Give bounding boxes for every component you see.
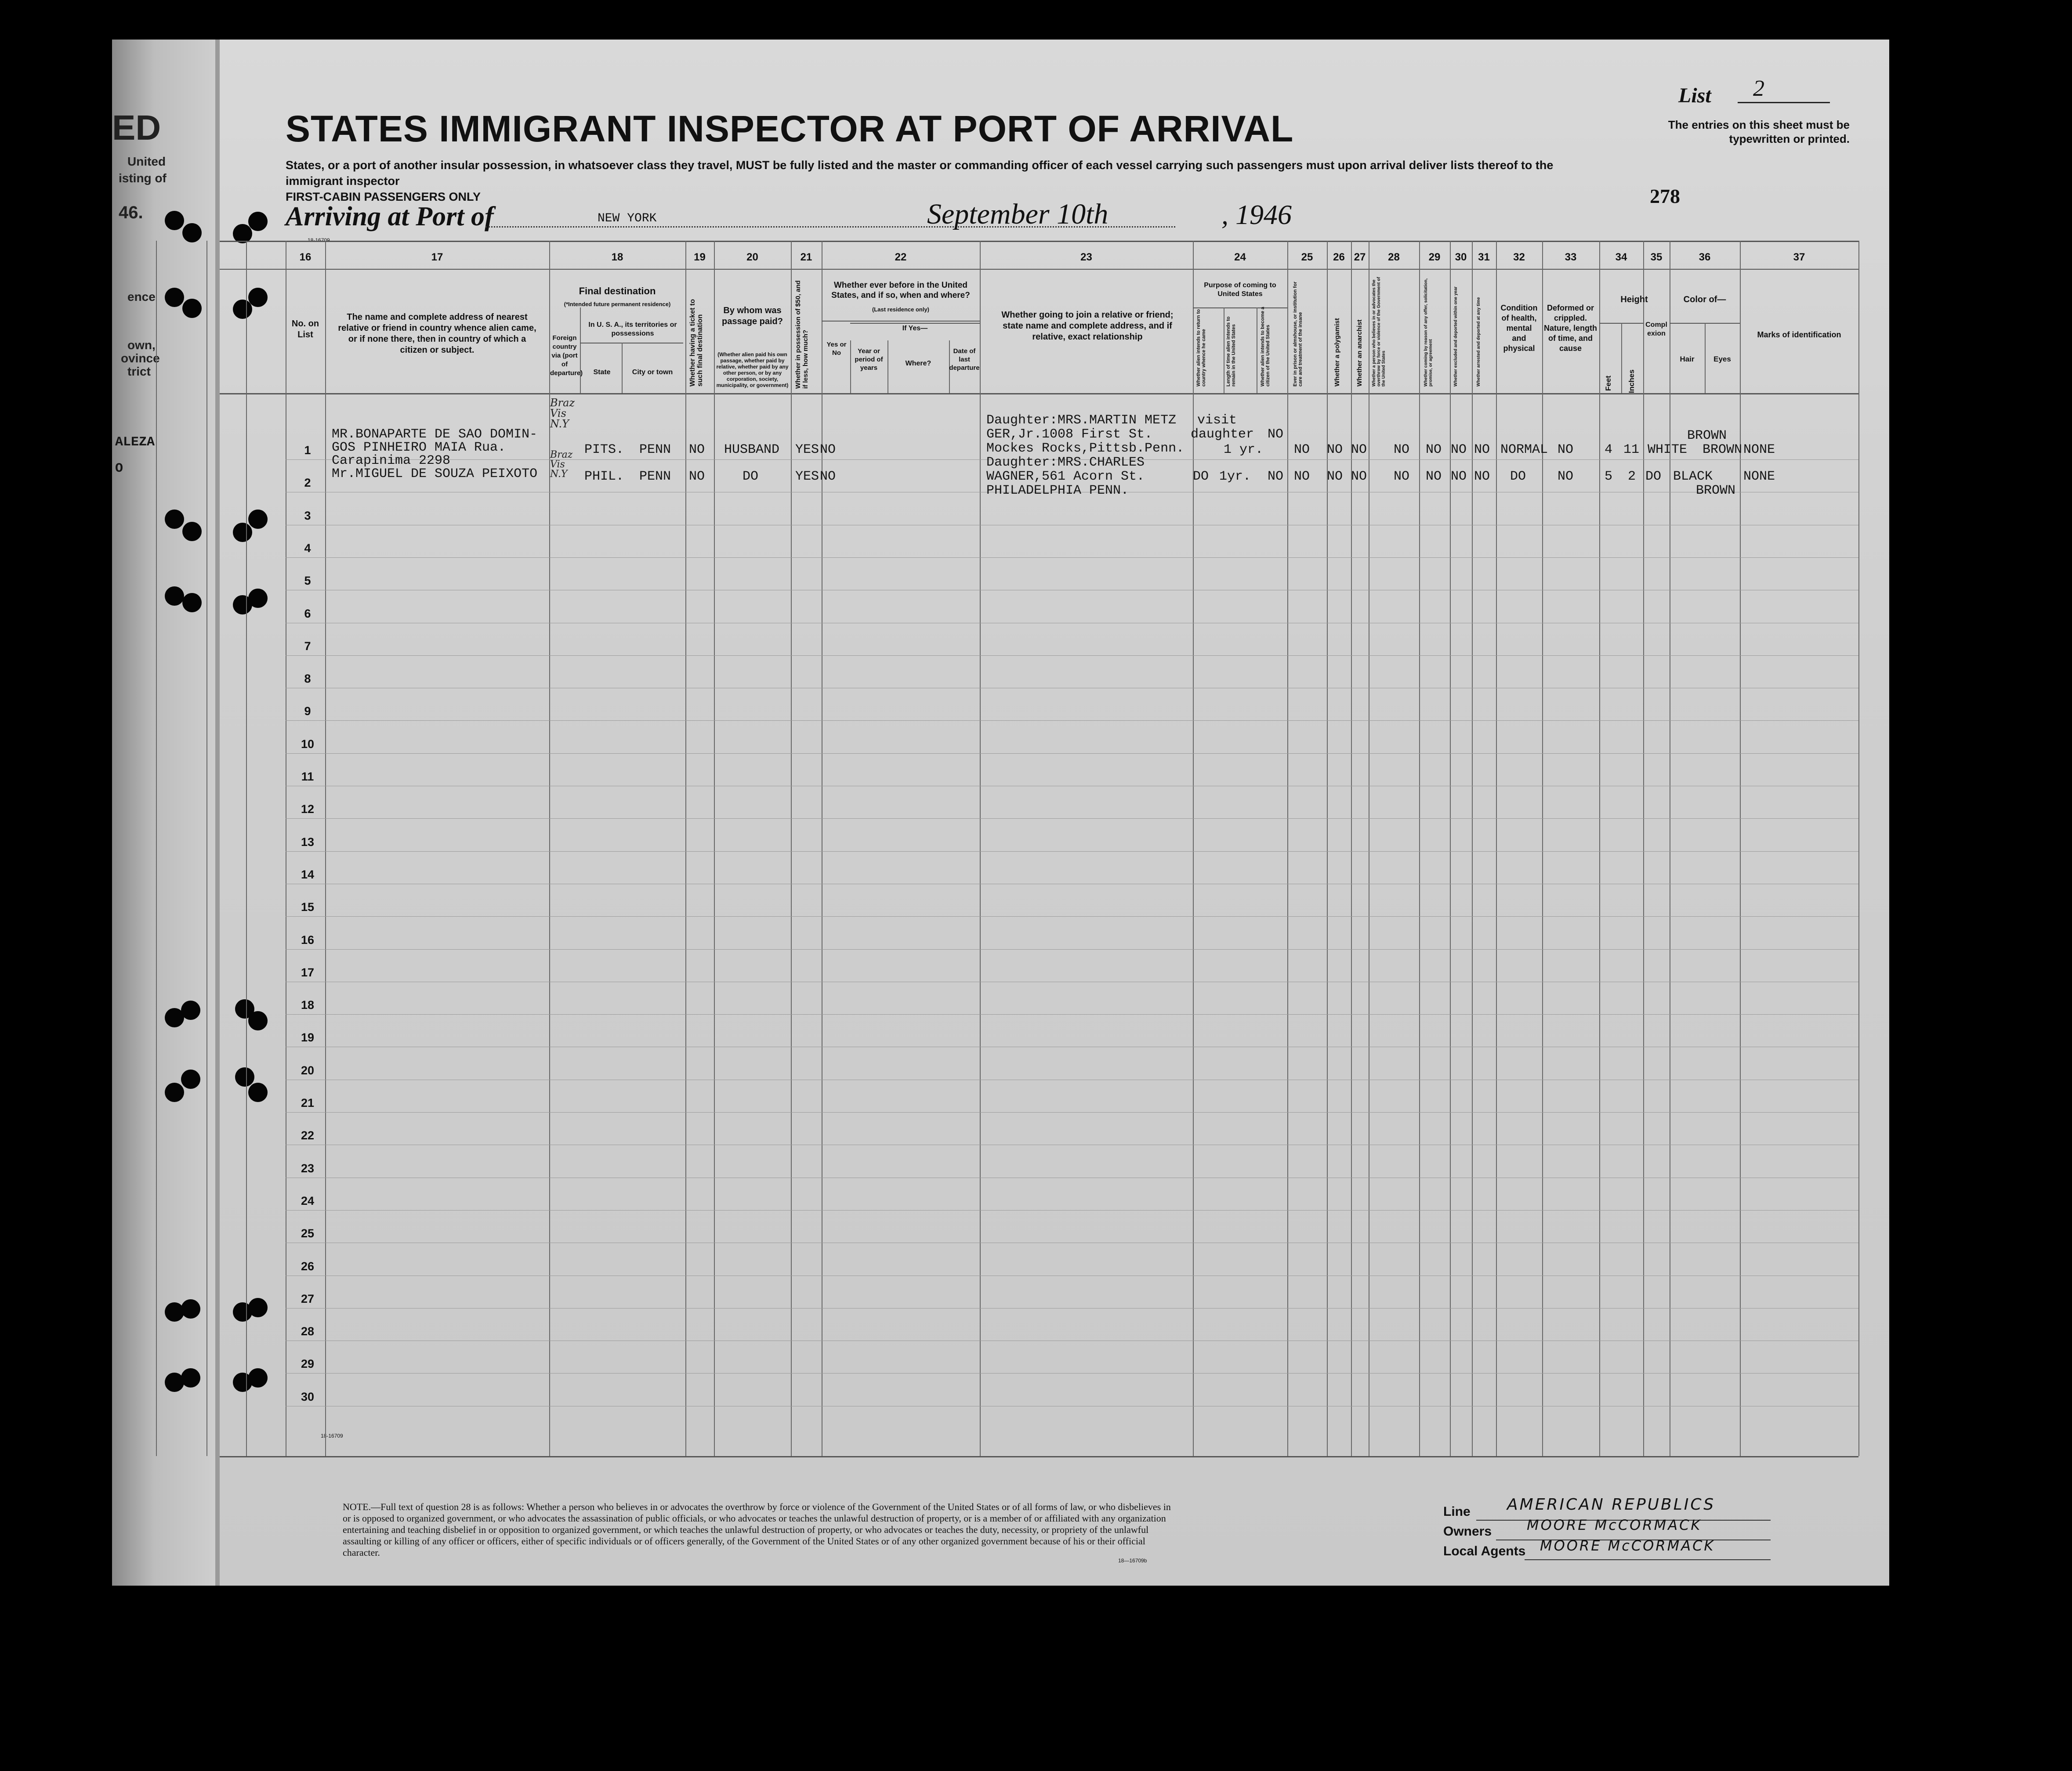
header-final-destination: Final destination	[579, 286, 656, 296]
entry-2-prison: NO	[1294, 469, 1310, 484]
entry-1-health: NORMAL	[1500, 442, 1548, 457]
column-number: 16	[299, 251, 312, 263]
row-number: 19	[301, 1031, 315, 1045]
header-purpose-return: Whether alien intends to return to country whence he came	[1196, 309, 1206, 387]
header-complexion: Complexion	[1645, 321, 1667, 337]
port-value: NEW YORK	[598, 212, 657, 225]
punch-hole	[165, 288, 184, 307]
grid-line	[1193, 307, 1287, 308]
grid-line	[1472, 241, 1473, 1456]
entry-2-q28: NO	[1394, 469, 1410, 484]
punch-hole	[248, 212, 268, 231]
grid-line	[791, 241, 792, 1456]
left-fragment: O	[115, 461, 123, 476]
grid-line	[220, 393, 1858, 394]
entry-2-health: DO	[1510, 469, 1526, 484]
row-number: 25	[301, 1227, 315, 1240]
grid-line	[1496, 241, 1497, 1456]
entry-2-hair: BLACK	[1673, 469, 1713, 484]
left-fragment: ALEZA	[115, 435, 155, 450]
arrival-date: September 10th	[927, 198, 1108, 230]
grid-line	[1599, 241, 1600, 1456]
column-number: 27	[1354, 251, 1366, 263]
punch-hole	[248, 589, 268, 608]
left-fragment: own,	[127, 338, 156, 352]
header-ticket: Whether having a ticket to such final destination	[689, 299, 704, 387]
entry-2-q31: NO	[1474, 469, 1490, 484]
punch-hole	[165, 1083, 184, 1102]
entry-1-anarchist: NO	[1351, 442, 1367, 457]
row-number: 29	[301, 1357, 315, 1371]
header-list-number: No. on List	[291, 319, 319, 340]
entry-1-inches: 11	[1623, 442, 1640, 457]
header-if-yes: If Yes—	[902, 325, 928, 332]
local-agents-label: Local Agents	[1443, 1544, 1526, 1558]
row-number: 1	[304, 444, 311, 457]
entry-1-complexion: WHITE	[1648, 442, 1688, 457]
grid-line	[156, 241, 157, 1456]
header-passage-paid: By whom was passage paid?	[722, 306, 783, 326]
column-number: 23	[1080, 251, 1092, 263]
grid-line	[714, 241, 715, 1456]
entry-1-q28: NO	[1394, 442, 1410, 457]
grid-line	[580, 307, 581, 393]
entry-1-joining: Daughter:MRS.MARTIN METZ	[986, 413, 1177, 428]
punch-hole	[248, 1083, 268, 1102]
grid-line	[246, 241, 247, 1456]
entry-1-prison: NO	[1294, 442, 1310, 457]
entry-1-length: 1 yr.	[1224, 442, 1264, 457]
entry-2-q29: NO	[1426, 469, 1442, 484]
header-ever-in-us-note: (Last residence only)	[872, 306, 930, 313]
column-number: 31	[1478, 251, 1490, 263]
entry-2-money: YES	[795, 469, 819, 484]
entry-2-anarchist: NO	[1351, 469, 1367, 484]
header-polygamist: Whether a polygamist	[1333, 318, 1341, 387]
entry-1-citizen: NO	[1268, 427, 1284, 442]
row-line	[286, 1112, 1858, 1113]
entry-1-paid-by: HUSBAND	[724, 442, 780, 457]
entry-1-money: YES	[795, 442, 819, 457]
row-line	[286, 1014, 1858, 1015]
row-number: 8	[304, 672, 311, 686]
row-line	[286, 818, 1858, 819]
punch-hole	[235, 1067, 254, 1087]
row-number: 26	[301, 1259, 315, 1273]
local-agents-underline	[1525, 1559, 1771, 1560]
punch-hole	[248, 1298, 268, 1317]
punch-hole	[233, 523, 252, 542]
left-fragment: ovince	[121, 351, 160, 365]
entry-1-purpose: daughter	[1191, 427, 1254, 442]
punch-hole	[165, 586, 184, 606]
header-passage-paid-note: (Whether alien paid his own passage, whether paid by relative, whether paid by any other person, or by any corporation, society, municipality, or government)	[716, 351, 789, 388]
entry-1-foreign-port: Braz Vis N.Y	[550, 397, 575, 430]
grid-line	[1327, 241, 1328, 1456]
left-fragment: trict	[127, 365, 151, 378]
row-line	[286, 1210, 1858, 1211]
line-label: Line	[1443, 1504, 1471, 1519]
header-deformed: Deformed or crippled. Nature, length of time, and cause	[1543, 304, 1597, 353]
header-color: Color of—	[1683, 295, 1726, 304]
owners-label: Owners	[1443, 1524, 1492, 1539]
entry-1-joining: GER,Jr.1008 First St.	[986, 427, 1153, 442]
entry-1-deformed: NO	[1558, 442, 1574, 457]
column-number: 19	[694, 251, 706, 263]
entry-1-q30: NO	[1451, 442, 1467, 457]
column-number: 35	[1650, 251, 1663, 263]
header-final-destination-note: (*Intended future permanent residence)	[564, 301, 671, 307]
line-value: AMERICAN REPUBLICS	[1507, 1496, 1716, 1514]
entry-2-state: PHIL.	[584, 469, 624, 484]
column-number: 32	[1513, 251, 1525, 263]
entry-1-feet: 4	[1605, 442, 1613, 457]
entry-1-relative: MR.BONAPARTE DE SAO DOMIN-	[332, 427, 538, 442]
grid-line	[1351, 241, 1352, 1456]
column-number: 26	[1333, 251, 1345, 263]
header-marks: Marks of identification	[1757, 330, 1841, 339]
row-line	[286, 851, 1858, 852]
header-height: Height	[1620, 295, 1648, 304]
punch-hole	[182, 522, 202, 541]
grid-line	[1193, 241, 1194, 1456]
grid-line	[1621, 323, 1622, 393]
header-q31: Whether arrested and deported at any time	[1476, 297, 1481, 387]
header-year: Year or period of years	[855, 347, 883, 372]
entry-1-purpose: visit	[1197, 413, 1237, 428]
left-fragment: United	[127, 155, 166, 168]
header-eyes: Eyes	[1713, 355, 1731, 363]
row-number: 22	[301, 1129, 315, 1142]
grid-line	[220, 1456, 1858, 1457]
local-agents-value: MOORE McCORMACK	[1540, 1537, 1715, 1554]
grid-line	[1450, 241, 1451, 1456]
row-number: 7	[304, 639, 311, 653]
left-fragment: 46.	[119, 203, 143, 222]
punch-hole	[165, 211, 184, 230]
punch-hole	[165, 510, 184, 529]
punch-hole	[181, 1299, 200, 1319]
header-departure: Date of last departure	[949, 347, 980, 372]
column-number: 21	[800, 251, 812, 263]
entry-1-joining: Mockes Rocks,Pittsb.Penn.	[986, 441, 1185, 456]
column-number: 33	[1565, 251, 1577, 263]
grid-line	[1740, 241, 1741, 1456]
left-fragment: isting of	[119, 171, 167, 185]
entry-2-citizen: NO	[1268, 469, 1284, 484]
page-fold	[215, 40, 220, 1586]
row-number: 24	[301, 1194, 315, 1207]
header-q30: Whether excluded and deported within one year	[1453, 286, 1458, 387]
list-number: 2	[1753, 76, 1764, 101]
entry-2-joining: WAGNER,561 Acorn St.	[986, 469, 1145, 484]
row-line	[286, 916, 1858, 917]
column-number: 30	[1455, 251, 1467, 263]
row-number: 13	[301, 835, 315, 849]
entry-2-ticket: NO	[689, 469, 705, 484]
grid-line	[1419, 241, 1420, 1456]
header-purpose-citizen: Whether alien intends to become a citizen of the United States	[1260, 307, 1271, 387]
row-line	[286, 753, 1858, 754]
entry-2-relative: Mr.MIGUEL DE SOUZA PEIXOTO	[332, 466, 538, 481]
column-number: 18	[611, 251, 623, 263]
grid-line	[980, 241, 981, 1456]
header-ever-in-us: Whether ever before in the United States, and if so, when and where?	[831, 281, 970, 300]
list-underline	[1738, 102, 1830, 103]
row-number: 4	[304, 541, 311, 555]
row-number: 16	[301, 933, 315, 947]
entry-2-paid-by: DO	[743, 469, 759, 484]
entry-1-ticket: NO	[689, 442, 705, 457]
header-foreign-country: Foreign country via (port of departure)	[550, 334, 583, 377]
page-number: 278	[1650, 185, 1680, 207]
entry-2-inches: 2	[1628, 469, 1636, 484]
header-health: Condition of health, mental and physical	[1500, 304, 1538, 353]
entry-2-before-us: NO	[820, 469, 836, 484]
row-line	[286, 655, 1858, 656]
punch-hole	[248, 288, 268, 307]
header-yes-no: Yes or No	[826, 341, 847, 357]
entry-2-marks: NONE	[1743, 469, 1775, 484]
grid-line	[325, 241, 326, 1456]
header-money: Whether in possession of $50, and if less, how much?	[794, 280, 809, 389]
header-purpose-length: Length of time alien intends to remain in the United States	[1226, 316, 1236, 387]
grid-line	[220, 241, 1858, 242]
punch-hole	[182, 223, 202, 242]
entry-2-feet: 5	[1605, 469, 1613, 484]
entry-2-deformed: NO	[1558, 469, 1574, 484]
header-joining: Whether going to join a relative or friend; state name and complete address, and if relative, exact relationship	[1001, 310, 1174, 342]
entry-1-polygamist: NO	[1327, 442, 1343, 457]
form-instructions: States, or a port of another insular possession, in whatsoever class they travel, MUST be fully listed and the master or commanding officer of each vessel carrying such passengers must upon arrival deliver lists thereof to the immigrant inspector	[286, 159, 1554, 188]
entry-1-relative: GOS PINHEIRO MAIA Rua.	[332, 440, 506, 455]
form-sheet	[112, 40, 1889, 1586]
entry-2-city: PENN	[639, 469, 671, 484]
header-state: State	[593, 369, 611, 376]
footer-note: NOTE.—Full text of question 28 is as follows: Whether a person who believes in or advocates the overthrow by force or violence of the Government of the United States or of all forms of law, or who disbelieves in or is opposed to organized government, or who advocates the assassination of public officials, or who advocates or teaches the unlawful destruction of property, or is a member of or affiliated with any organization entertaining and teaching disbelief in or opposition to organized government, or which teaches the unlawful destruction of property, or who advocates or teaches the duty, necessity, or propriety of the unlawful assaulting or killing of any officer or officers, either of specific individuals or of officers generally, of the Government of the United States or of any other organized government because of his or their official character.	[343, 1501, 1171, 1558]
column-number: 24	[1234, 251, 1246, 263]
entry-1-q31: NO	[1474, 442, 1490, 457]
row-number: 27	[301, 1292, 315, 1305]
punch-hole	[248, 1368, 268, 1388]
entries-note: The entries on this sheet must be typewritten or printed.	[1668, 118, 1850, 145]
entry-1-before-us: NO	[820, 442, 836, 457]
entry-2-eyes: BROWN	[1696, 483, 1736, 498]
entry-2-complexion: DO	[1645, 469, 1662, 484]
form-title: STATES IMMIGRANT INSPECTOR AT PORT OF ARRIVAL	[286, 108, 1294, 149]
punch-hole	[248, 510, 268, 529]
header-in-usa: In U. S. A., its territories or possessions	[588, 321, 677, 337]
entry-1-marks: NONE	[1743, 442, 1775, 457]
entry-1-hair: BROWN	[1687, 428, 1727, 443]
left-fragment: ED	[112, 108, 161, 147]
row-number: 14	[301, 867, 315, 881]
header-anarchist: Whether an anarchist	[1356, 319, 1363, 387]
column-number: 37	[1793, 251, 1805, 263]
header-inches: Inches	[1627, 369, 1636, 393]
passenger-class: FIRST-CABIN PASSENGERS ONLY	[286, 190, 481, 203]
row-number: 2	[304, 476, 311, 490]
row-number: 10	[301, 737, 315, 751]
row-number: 28	[301, 1325, 315, 1338]
entry-2-joining: Daughter:MRS.CHARLES	[986, 455, 1145, 470]
row-number: 11	[301, 770, 314, 783]
row-number: 12	[301, 802, 315, 816]
grid-line	[822, 321, 980, 322]
header-relative-address: The name and complete address of nearest relative or friend in country whence alien came, or if none there, then in country of which a citizen or subject.	[338, 312, 536, 355]
row-number: 3	[304, 509, 311, 522]
entry-1-city: PENN	[639, 442, 671, 457]
punch-hole	[248, 1011, 268, 1030]
row-number: 21	[301, 1096, 315, 1110]
row-line	[286, 949, 1858, 950]
column-number: 25	[1301, 251, 1313, 263]
list-label: List	[1678, 84, 1711, 107]
grid-line	[685, 241, 686, 1456]
form-code: 18-16709	[308, 237, 330, 243]
entry-2-joining: PHILADELPHIA PENN.	[986, 483, 1129, 498]
entry-2-polygamist: NO	[1327, 469, 1343, 484]
owners-value: MOORE McCORMACK	[1527, 1517, 1702, 1533]
column-number: 34	[1615, 251, 1627, 263]
left-fragment: ence	[127, 290, 156, 304]
grid-line	[220, 269, 1858, 270]
form-code: 18-16709	[321, 1433, 343, 1439]
row-number: 9	[304, 705, 311, 718]
header-feet: Feet	[1604, 376, 1612, 391]
row-number: 23	[301, 1161, 315, 1175]
grid-line	[206, 241, 207, 1456]
entry-2-length: 1yr.	[1219, 469, 1251, 484]
row-line	[286, 557, 1858, 558]
column-number: 29	[1428, 251, 1441, 263]
row-number: 6	[304, 607, 311, 620]
column-number: 36	[1699, 251, 1711, 263]
column-number: 22	[895, 251, 907, 263]
entry-1-relative: Carapinima 2298	[332, 453, 451, 468]
header-purpose: Purpose of coming to United States	[1204, 282, 1276, 298]
previous-page-strip	[112, 40, 217, 1586]
punch-hole	[181, 1001, 200, 1020]
column-number: 28	[1388, 251, 1400, 263]
entry-2-q30: NO	[1451, 469, 1467, 484]
port-label: Arriving at Port of	[286, 202, 494, 231]
entry-2-purpose: DO	[1193, 469, 1209, 484]
footer-code: 18—16709b	[1118, 1558, 1147, 1564]
header-q29: Whether coming by reason of any offer, solicitation, promise, or agreement	[1424, 278, 1433, 387]
punch-hole	[182, 299, 202, 318]
entry-1-state: PITS.	[584, 442, 624, 457]
column-number: 20	[746, 251, 758, 263]
header-city: City or town	[632, 369, 673, 376]
punch-hole	[181, 1070, 200, 1089]
row-number: 15	[301, 900, 315, 914]
row-number: 30	[301, 1390, 315, 1403]
grid-line	[1542, 241, 1543, 1456]
entry-1-q29: NO	[1426, 442, 1442, 457]
entry-2-foreign-port: Braz Vis N.Y	[550, 449, 573, 480]
row-number: 5	[304, 574, 311, 588]
row-line	[286, 720, 1858, 721]
header-q28: Whether a person who believes in or advocates the overthrow by force or violence of the Government of the United States	[1372, 277, 1386, 387]
header-prison: Ever in prison or almshouse, or institution for care and treatment of the insane	[1293, 282, 1303, 387]
row-number: 17	[301, 965, 315, 979]
column-number: 17	[431, 251, 443, 263]
punch-hole	[181, 1368, 200, 1388]
grid-line	[1858, 241, 1859, 1456]
row-number: 18	[301, 998, 315, 1012]
header-hair: Hair	[1680, 355, 1695, 363]
punch-hole	[182, 593, 202, 612]
grid-line	[1287, 241, 1288, 1456]
header-where: Where?	[905, 360, 931, 367]
grid-line	[1643, 241, 1644, 1456]
row-number: 20	[301, 1063, 315, 1077]
arrival-year: , 1946	[1221, 199, 1292, 230]
entry-1-eyes: BROWN	[1703, 442, 1742, 457]
